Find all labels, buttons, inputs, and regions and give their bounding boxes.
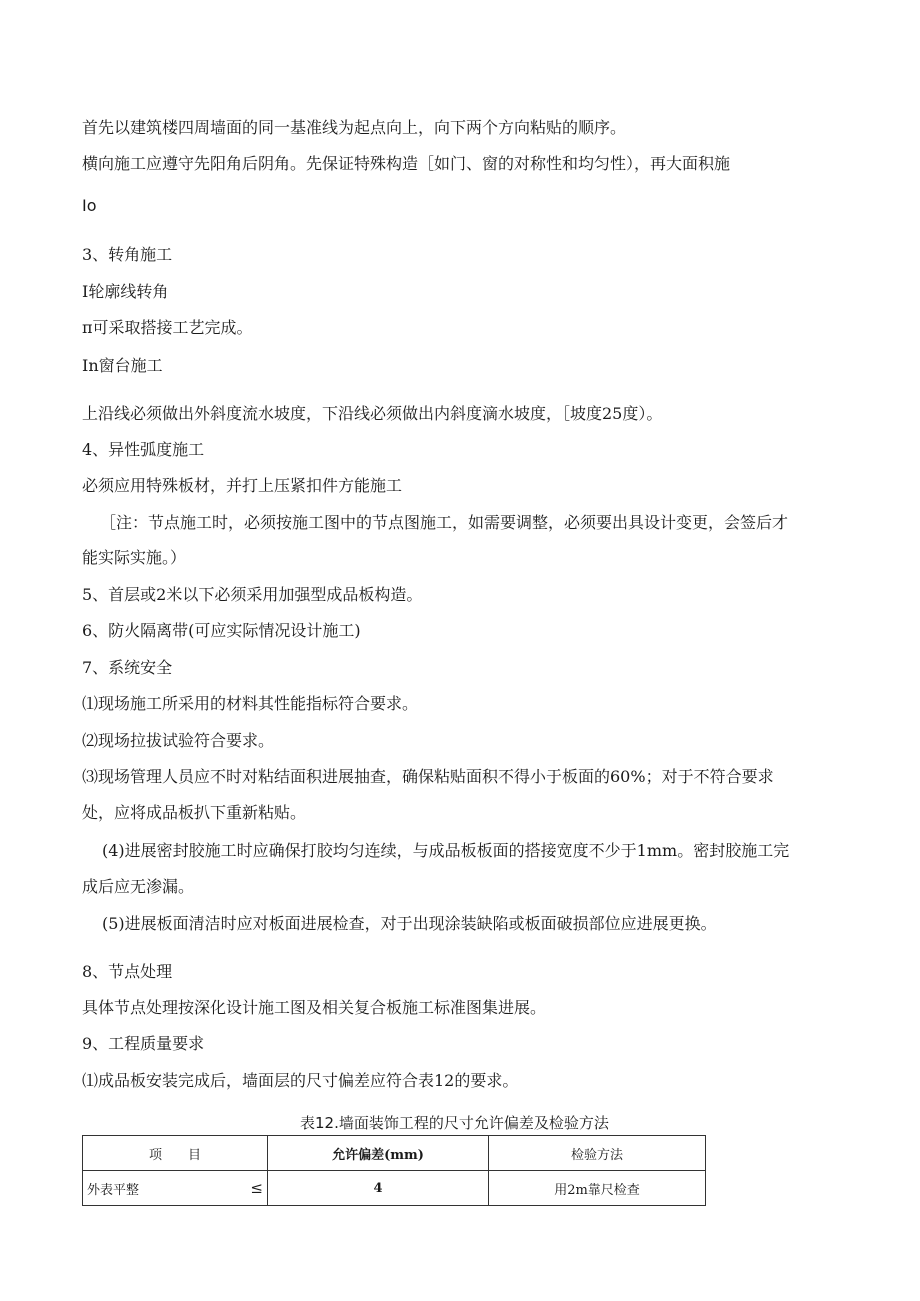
list-item: ⑴成品板安装完成后，墙面层的尺寸偏差应符合表12的要求。 bbox=[82, 1071, 519, 1090]
item-label: 外表平整 bbox=[87, 1182, 140, 1198]
section-heading: 7、系统安全 bbox=[82, 658, 173, 677]
list-item: (5)进展板面清洁时应对板面进展检查，对于出现涂装缺陷或板面破损部位应进展更换。 bbox=[102, 914, 717, 933]
list-item: ⑴现场施工所采用的材料其性能指标符合要求。 bbox=[82, 694, 419, 713]
list-item: (4)进展密封胶施工时应确保打胶均匀连续，与成品板板面的搭接宽度不少于1mm。密封胶施工完 bbox=[102, 841, 790, 860]
cell-item bbox=[83, 1171, 268, 1206]
paragraph: 首先以建筑楼四周墙面的同一基准线为起点向上，向下两个方向粘贴的顺序。 bbox=[82, 118, 627, 137]
paragraph: Io bbox=[82, 196, 97, 215]
paragraph: 横向施工应遵守先阳角后阴角。先保证特殊构造［如门、窗的对称性和均匀性），再大面积施 bbox=[82, 154, 731, 173]
list-item: ⑶现场管理人员应不时对粘结面积进展抽查，确保粘贴面积不得小于板面的60%；对于不符合要求 bbox=[82, 767, 774, 786]
header-item: 项 目 bbox=[83, 1136, 268, 1171]
tolerance-table bbox=[82, 1135, 706, 1206]
list-item: ⑵现场拉拔试验符合要求。 bbox=[82, 731, 275, 750]
paragraph: 具体节点处理按深化设计施工图及相关复合板施工标准图集进展。 bbox=[82, 998, 547, 1017]
less-equal-symbol: ≤ bbox=[250, 1178, 263, 1197]
cell-method: 用2m靠尺检查 bbox=[489, 1171, 706, 1206]
section-heading: 9、工程质量要求 bbox=[82, 1034, 205, 1053]
table-header-row bbox=[83, 1136, 706, 1171]
section-heading: 3、转角施工 bbox=[82, 245, 173, 264]
note-paragraph: 能实际实施。） bbox=[82, 548, 187, 567]
list-item-continued: 成后应无渗漏。 bbox=[82, 877, 195, 896]
paragraph: 必须应用特殊板材，并打上压紧扣件方能施工 bbox=[82, 476, 403, 495]
paragraph: In窗台施工 bbox=[82, 356, 163, 375]
table-caption: 表12.墙面装饰工程的尺寸允许偏差及检验方法 bbox=[300, 1114, 609, 1132]
section-heading: 4、异性弧度施工 bbox=[82, 440, 205, 459]
list-item-continued: 处，应将成品板扒下重新粘贴。 bbox=[82, 803, 307, 822]
paragraph: 上沿线必须做出外斜度流水坡度，下沿线必须做出内斜度滴水坡度，［坡度25度）。 bbox=[82, 404, 663, 423]
paragraph: π可采取搭接工艺完成。 bbox=[82, 318, 253, 337]
section-heading: 8、节点处理 bbox=[82, 962, 173, 981]
section-heading: 6、防火隔离带(可应实际情况设计施工) bbox=[82, 621, 361, 640]
paragraph: I轮廓线转角 bbox=[82, 282, 169, 301]
note-paragraph: ［注：节点施工时，必须按施工图中的节点图施工，如需要调整，必须要出具设计变更，会签后才 bbox=[100, 513, 789, 532]
section-heading: 5、首层或2米以下必须采用加强型成品板构造。 bbox=[82, 585, 423, 604]
header-method: 检验方法 bbox=[489, 1136, 706, 1171]
table-row bbox=[83, 1171, 706, 1206]
header-tolerance: 允许偏差(mm) bbox=[268, 1136, 489, 1171]
cell-tolerance: 4 bbox=[268, 1171, 489, 1206]
